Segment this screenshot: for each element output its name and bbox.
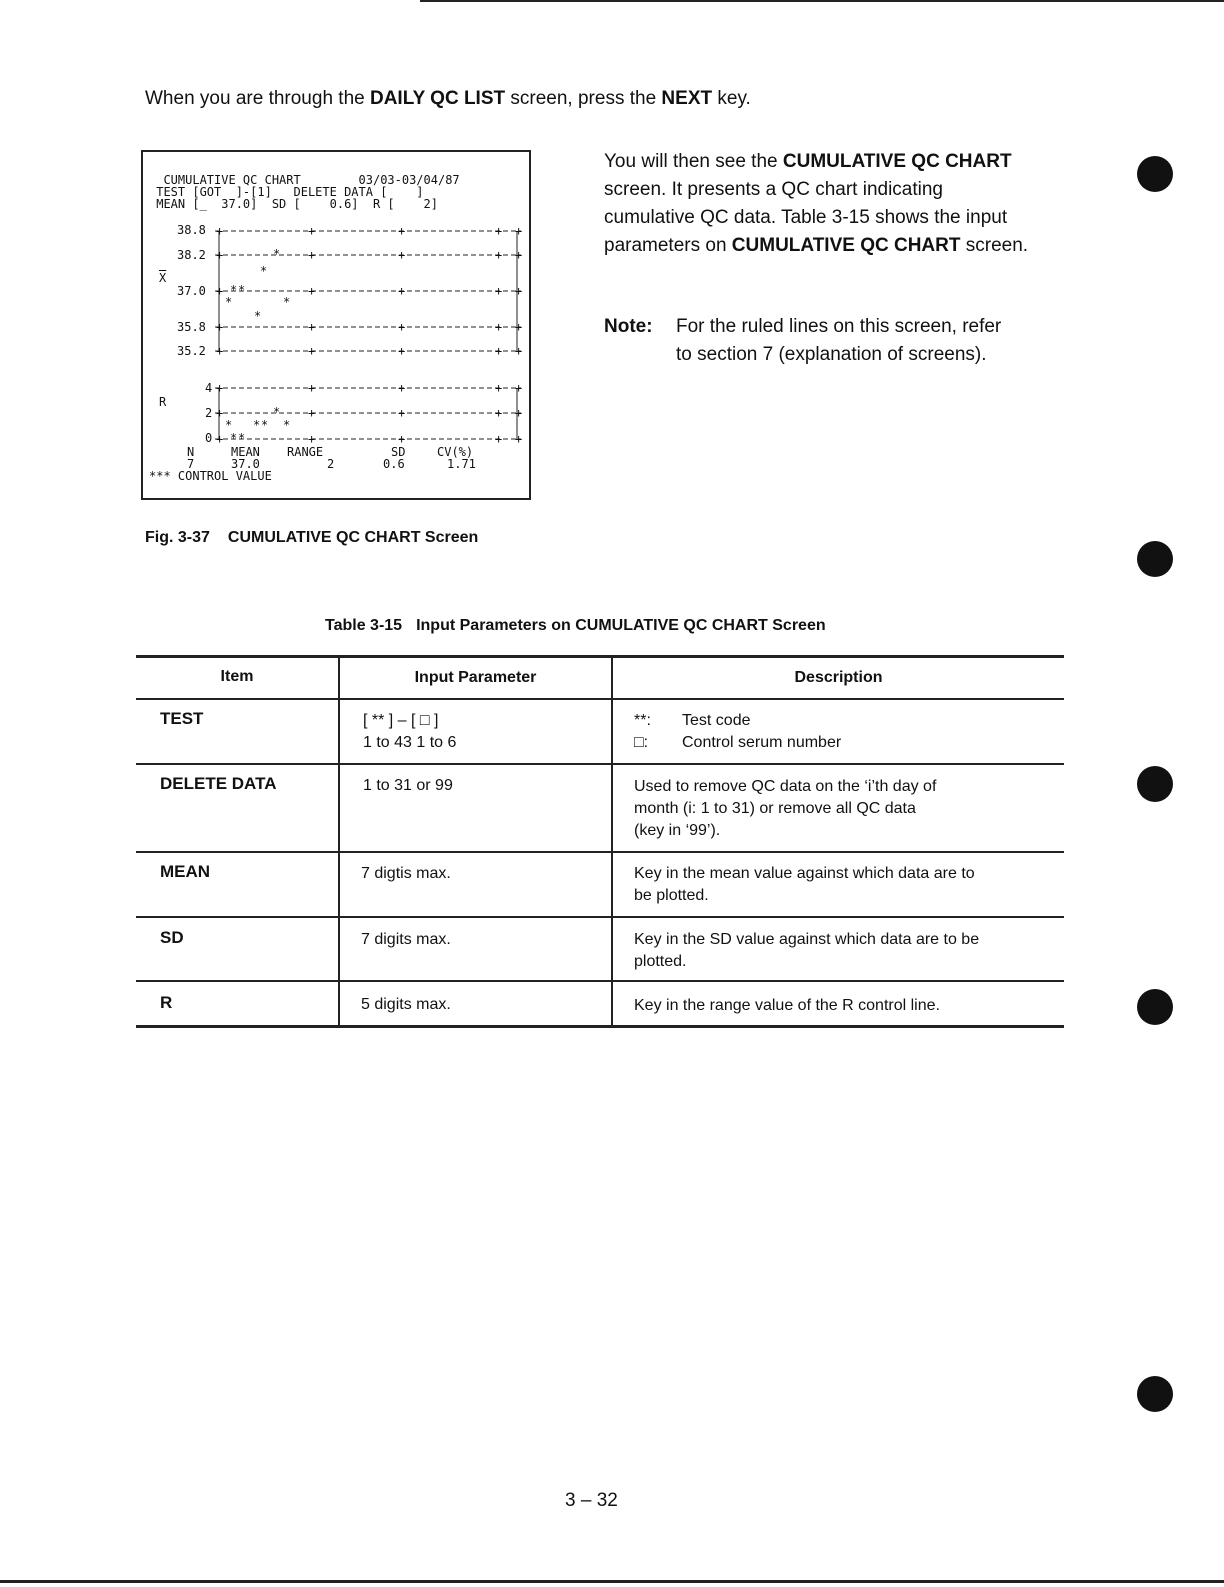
- x-tick-label: 38.8: [177, 223, 206, 237]
- table-column-rule: [611, 655, 613, 1028]
- x-tick-label: 38.2: [177, 248, 206, 262]
- r-tick-label: 2: [205, 406, 213, 420]
- table-rule: [136, 655, 1064, 658]
- param-line: 7 digtis max.: [361, 865, 451, 882]
- desc-line: Used to remove QC data on the ‘i’th day of: [634, 778, 937, 795]
- stats-header-n: N: [187, 445, 195, 459]
- r-data-point: *: [238, 431, 246, 445]
- grid-plus: +: [398, 248, 406, 262]
- x-data-point: *: [283, 295, 291, 309]
- grid-plus: +: [308, 406, 316, 420]
- row-item: MEAN: [160, 862, 211, 881]
- table-rule: [136, 698, 1064, 700]
- desc-pair: [634, 732, 841, 754]
- grid-plus: +: [515, 248, 523, 262]
- grid-plus: +: [308, 284, 316, 298]
- row-param: [361, 863, 451, 885]
- screen-test-line: TEST [GOT ]-[1] DELETE DATA [ ]: [149, 185, 424, 199]
- row-desc: [634, 995, 940, 1017]
- r-data-point: *: [273, 405, 281, 419]
- desc-pair: [634, 710, 841, 732]
- side-screen-name: CUMULATIVE QC CHART: [731, 235, 961, 256]
- grid-plus: +: [495, 248, 503, 262]
- x-tick-label: 35.8: [177, 320, 206, 334]
- grid-plus: +: [308, 248, 316, 262]
- grid-plus: +: [495, 406, 503, 420]
- table-column-rule: [338, 655, 340, 1028]
- plot-axes: [219, 231, 517, 439]
- row-param: [361, 994, 451, 1016]
- row-desc: [634, 929, 979, 973]
- page-top-edge: [420, 0, 1224, 2]
- grid-plus: +: [308, 432, 316, 446]
- r-data-point: *: [261, 418, 269, 432]
- grid-plus: +: [495, 344, 503, 358]
- x-data-point: *: [260, 264, 268, 278]
- page-bottom-edge: [0, 1580, 1224, 1583]
- row-item: DELETE DATA: [160, 774, 277, 793]
- grid-plus: +: [216, 406, 224, 420]
- desc-line: (key in ‘99’).: [634, 822, 721, 839]
- grid-plus: +: [216, 224, 224, 238]
- grid-plus: +: [216, 320, 224, 334]
- grid-plus: +: [216, 344, 224, 358]
- stats-value-n: 7: [187, 457, 195, 471]
- row-item: TEST: [160, 709, 204, 728]
- margin-bullet: [1137, 1376, 1173, 1412]
- r-label: R: [159, 395, 167, 409]
- x-data-point: *: [238, 283, 246, 297]
- screen-header-line: CUMULATIVE QC CHART 03/03-03/04/87: [149, 173, 460, 187]
- x-bar-label: $\overline{X}$: [159, 271, 167, 285]
- intro-text: When you are through the: [145, 88, 370, 109]
- stats-header-sd: SD: [391, 445, 406, 459]
- grid-plus: +: [495, 284, 503, 298]
- desc-line: plotted.: [634, 953, 687, 970]
- x-data-point: *: [230, 283, 238, 297]
- grid-plus: +: [515, 432, 523, 446]
- cumulative-qc-chart-screen: [141, 150, 531, 500]
- desc-line: Key in the range value of the R control line.: [634, 997, 940, 1014]
- grid-plus: +: [308, 344, 316, 358]
- desc-line: Key in the SD value against which data are to be: [634, 931, 980, 948]
- grid-plus: +: [515, 320, 523, 334]
- x-tick-label: 35.2: [177, 344, 206, 358]
- table-title: Input Parameters on CUMULATIVE QC CHART Screen: [416, 617, 826, 634]
- margin-bullet: [1137, 989, 1173, 1025]
- grid-plus: +: [515, 224, 523, 238]
- side-screen-name: CUMULATIVE QC CHART: [782, 151, 1012, 172]
- stats-value-range: 2: [327, 457, 335, 471]
- desc-line: be plotted.: [634, 887, 709, 904]
- table-rule: [136, 980, 1064, 982]
- table-caption: [325, 617, 826, 635]
- grid-plus: +: [398, 224, 406, 238]
- margin-bullet: [1137, 766, 1173, 802]
- header-description: Description: [794, 669, 883, 686]
- side-text: screen. It presents a QC chart indicating cumulative QC data. Table 3-15 shows the input parameters on: [604, 179, 1008, 256]
- grid-plus: +: [216, 284, 224, 298]
- stats-value-cv: 1.71: [447, 457, 476, 471]
- grid-plus: +: [398, 320, 406, 334]
- grid-plus: +: [515, 344, 523, 358]
- x-tick-label: 37.0: [177, 284, 206, 298]
- grid-plus: +: [308, 224, 316, 238]
- row-desc: [634, 863, 975, 907]
- r-data-point: *: [253, 418, 261, 432]
- grid-plus: +: [398, 284, 406, 298]
- desc-key: **:: [634, 712, 651, 729]
- figure-number: Fig. 3-37: [145, 529, 210, 546]
- x-data-point: *: [225, 295, 233, 309]
- grid-plus: +: [495, 432, 503, 446]
- row-param: [363, 710, 456, 754]
- row-item: R: [160, 993, 173, 1012]
- screen-footer: *** CONTROL VALUE: [149, 469, 272, 483]
- grid-plus: +: [308, 320, 316, 334]
- r-tick-label: 4: [205, 381, 213, 395]
- header-input-parameter: Input Parameter: [414, 669, 537, 686]
- figure-caption: [145, 529, 478, 547]
- table-rule: [136, 916, 1064, 918]
- r-data-point: *: [225, 418, 233, 432]
- grid-plus: +: [398, 432, 406, 446]
- grid-plus: +: [495, 320, 503, 334]
- grid-plus: +: [398, 381, 406, 395]
- r-tick-label: 0: [205, 431, 213, 445]
- grid-plus: +: [515, 406, 523, 420]
- row-param: [361, 929, 451, 951]
- grid-plus: +: [495, 381, 503, 395]
- param-line: [ ** ] – [ □ ]: [363, 712, 439, 729]
- header-item: Item: [220, 668, 254, 685]
- table-number: Table 3-15: [325, 617, 403, 634]
- r-data-point: *: [230, 431, 238, 445]
- note-label: Note:: [604, 316, 653, 337]
- grid-plus: +: [216, 248, 224, 262]
- stats-value-mean: 37.0: [231, 457, 260, 471]
- grid-plus: +: [495, 224, 503, 238]
- side-text: You will then see the: [604, 151, 783, 172]
- table-rule: [136, 763, 1064, 765]
- intro-screen-name: DAILY QC LIST: [369, 88, 506, 109]
- grid-plus: +: [398, 344, 406, 358]
- stats-value-sd: 0.6: [383, 457, 405, 471]
- desc-value: Test code: [682, 712, 751, 729]
- grid-plus: +: [308, 381, 316, 395]
- stats-header-cv: CV(%): [437, 445, 474, 459]
- x-data-point: *: [254, 309, 262, 323]
- screen-mean-line: MEAN [_ 37.0] SD [ 0.6] R [ 2]: [149, 197, 438, 211]
- desc-line: month (i: 1 to 31) or remove all QC data: [634, 800, 916, 817]
- param-line: 7 digits max.: [361, 931, 451, 948]
- qc-plot-area: [143, 152, 533, 502]
- grid-plus: +: [398, 406, 406, 420]
- param-line: 1 to 31 or 99: [363, 777, 453, 794]
- grid-plus: +: [216, 381, 224, 395]
- page-number: 3 – 32: [565, 1490, 618, 1511]
- side-paragraph: [604, 148, 1034, 260]
- r-data-point: *: [283, 418, 291, 432]
- control-lines: [215, 231, 521, 439]
- note-text: For the ruled lines on this screen, refer to section 7 (explanation of screens).: [676, 316, 1002, 365]
- figure-title: CUMULATIVE QC CHART Screen: [227, 529, 479, 546]
- margin-bullet: [1137, 541, 1173, 577]
- grid-plus: +: [515, 284, 523, 298]
- row-item: SD: [160, 928, 184, 947]
- table-rule: [136, 1025, 1064, 1028]
- grid-plus: +: [216, 432, 224, 446]
- row-desc: [634, 776, 936, 842]
- intro-key-name: NEXT: [661, 88, 713, 109]
- intro-text: key.: [712, 88, 751, 109]
- side-text: screen.: [960, 235, 1029, 256]
- stats-header-mean: MEAN: [231, 445, 260, 459]
- x-data-point: *: [273, 247, 281, 261]
- table-rule: [136, 851, 1064, 853]
- stats-header-range: RANGE: [287, 445, 324, 459]
- desc-key: □:: [634, 734, 649, 751]
- note-block: [604, 313, 1004, 369]
- row-desc: [634, 710, 841, 754]
- desc-line: Key in the mean value against which data are to: [634, 865, 975, 882]
- row-param: [363, 775, 453, 797]
- param-line: 5 digits max.: [361, 996, 451, 1013]
- param-line: 1 to 43 1 to 6: [363, 734, 457, 751]
- intro-text: screen, press the: [505, 88, 662, 109]
- margin-bullet: [1137, 156, 1173, 192]
- intro-sentence: [145, 88, 751, 110]
- grid-plus: +: [515, 381, 523, 395]
- desc-value: Control serum number: [682, 734, 842, 751]
